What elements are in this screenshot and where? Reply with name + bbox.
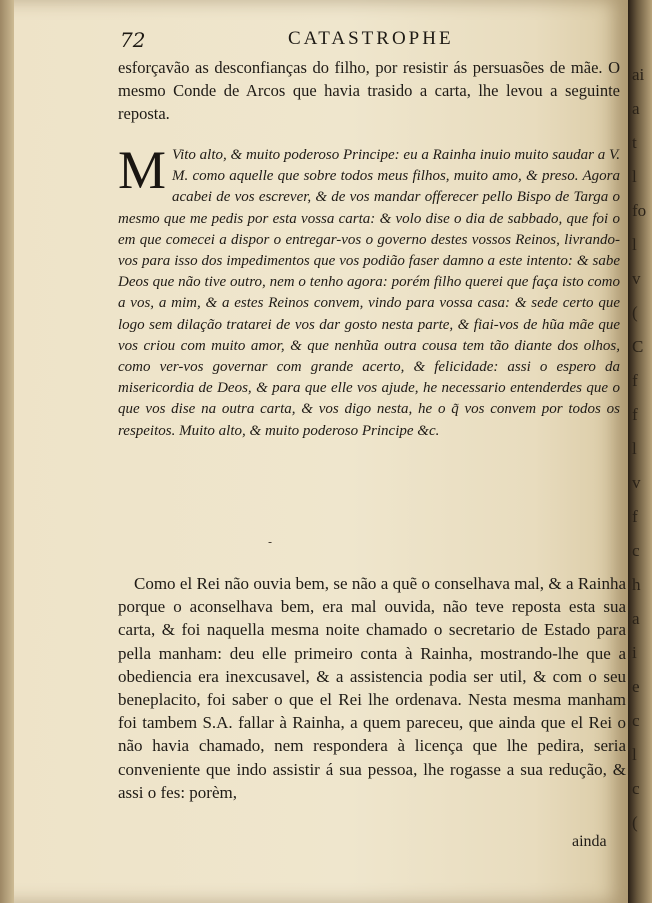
body-paragraph: Como el Rei não ouvia bem, se não a quẽ o conselhava mal, & a Rainha porque o aconselhava bem, era mal ouvida, não teve reposta esta sua carta, & foi naquella mesma noite chamado o secretario de Estado para pella manham: deu elle primeiro conta à Rainha, mostrando-lhe que a obediencia era inexcusavel, & a assistencia podia ser util, & com o seu beneplacito, foi saber o que el Rei lhe ordenava. Nesta mesma manham foi tambem S.A. fallar à Rainha, a quem pareceu, que ainda que el Rei o não havia chamado, nem respondera à licença que lhe pedira, seria conveniente que indo assistir á sua pessoa, lhe rogasse a sua redução, & assi o fes: porèm, xyxy=(118,574,626,802)
facing-page-letter: l xyxy=(632,167,637,186)
facing-page-letter: h xyxy=(632,575,641,594)
facing-page-letter: f xyxy=(632,507,638,526)
facing-page-letter: C xyxy=(632,337,644,356)
letter-text: Vito alto, & muito poderoso Principe: eu a Rainha inuio muito saudar a V. M. como aquelle que sobre todos meus filhos, muito amo, & preso. Agora acabei de vos escrever, & de vos mandar offerecer pello Bispo de Targa o mesmo que me pedis por esta vossa carta: & volo dise o dia de sabbado, que foi o em que comecei a dispor o entregar-vos o governo destes vossos Reinos, livrando-vos para isso dos impedimentos que vos podião faser damno a este intento: & sabe Deos que não tive outro, nem o tenho agora: porém filho querei que faça isto como a vos, a mim, & a estes Reinos convem, vindo para vossa casa: & sede certo que logo sem dilação tratarei de vos dar gosto nesta parte, & fiai-vos de hũa mãe que vos criou com muito amor, & que nenhũa outra cousa tem tão diante dos olhos, como ver-vos governar com grande acerto, & felicidade: assi o espero da misericordia de Deos, & para que elle vos ajude, he necessario entenderdes que o que vos dise na outra carta, & vos digo nesta, he o q̃ vos convem por todos os respeitos. Muito alto, & muito poderoso Principe &c. xyxy=(118,147,620,439)
facing-page-letter: a xyxy=(632,99,640,118)
letter-paragraph xyxy=(118,140,620,442)
facing-page-letter: f xyxy=(632,371,638,390)
catchword: ainda xyxy=(572,833,607,850)
facing-page-letter: c xyxy=(632,711,640,730)
facing-page-letter: c xyxy=(632,779,640,798)
facing-page-letter: l xyxy=(632,235,637,254)
facing-page-letter: t xyxy=(632,133,637,152)
page-number: 72 xyxy=(120,28,146,52)
facing-page-letters xyxy=(632,58,652,840)
facing-page-letter: i xyxy=(632,643,637,662)
section-separator: - xyxy=(268,535,273,549)
intro-paragraph: esforçavão as desconfianças do filho, por resistir ás persuasões de mãe. O mesmo Conde de Arcos que havia trasido a carta, lhe levou a seguinte reposta. xyxy=(118,58,620,123)
facing-page-letter: ( xyxy=(632,813,638,832)
facing-page-letter: ( xyxy=(632,303,638,322)
facing-page-letter: v xyxy=(632,473,641,492)
running-title: CATASTROPHE xyxy=(288,28,454,49)
facing-page-edge xyxy=(628,0,652,903)
page-header xyxy=(120,28,598,54)
facing-page-letter: c xyxy=(632,541,640,560)
facing-page-letter: l xyxy=(632,439,637,458)
facing-page-letter: v xyxy=(632,269,641,288)
facing-page-letter: e xyxy=(632,677,640,696)
facing-page-letter: fo xyxy=(632,201,647,220)
facing-page-letter: ai xyxy=(632,65,645,84)
facing-page-letter: a xyxy=(632,609,640,628)
facing-page-letter: f xyxy=(632,405,638,424)
facing-page-letter: l xyxy=(632,745,637,764)
drop-cap: M xyxy=(118,140,167,200)
